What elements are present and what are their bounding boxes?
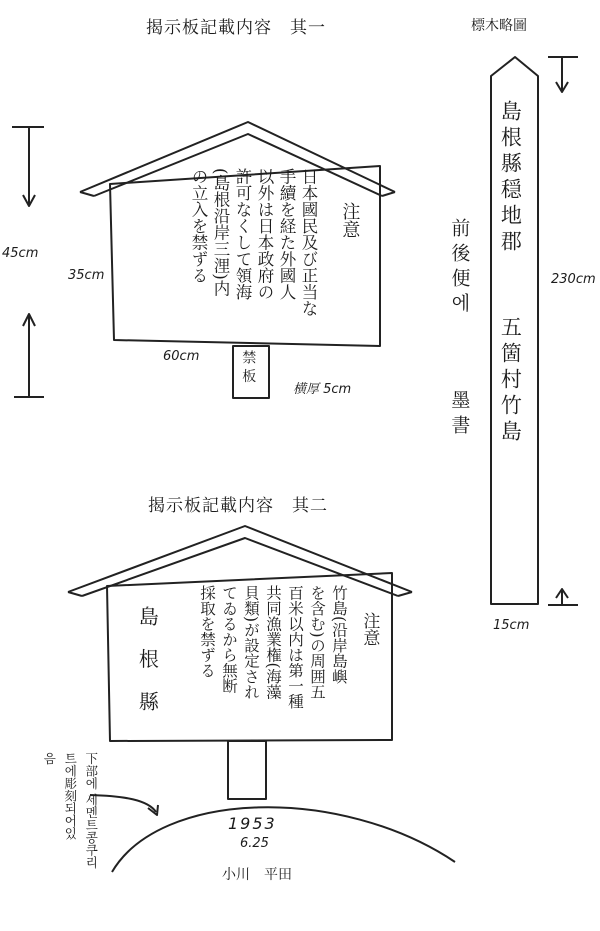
board2-korean-note-col3: 음 (41, 752, 57, 765)
marker-side-note-col2: 墨書 (448, 390, 471, 440)
board2-line: 貝類)が設定され (242, 585, 260, 700)
board2-line: 共同漁業権(海藻 (264, 585, 282, 700)
board2-date-month-day: 6.25 (240, 836, 269, 851)
board1-line: 以外は日本政府の (255, 168, 274, 300)
board1-notice-text (187, 168, 319, 317)
board1-post-label: 禁 板 (240, 350, 257, 383)
board2-line: 百米以内は第一種 (286, 585, 304, 709)
board1-dim-total-height: 45cm (2, 246, 39, 261)
board1-line: 許可なくして領海 (233, 168, 252, 300)
board2-line: 竹島(沿岸島嶼 (330, 585, 348, 685)
board2-line: を含む)の周囲五 (308, 585, 326, 700)
board1-heading: 揭示板記載内容 其一 (146, 18, 326, 38)
board2-korean-note-col2: 트에彫刻되어있 (62, 752, 78, 840)
board2-korean-note-col1: 下部에 세멘트콩쿠리 (83, 752, 99, 869)
board1-eave-left (80, 192, 94, 196)
board2-eave-right (398, 592, 412, 596)
marker-heading: 標木略圖 (471, 18, 527, 34)
board1-line: 手續を経た外國人 (277, 168, 296, 300)
board1-dim-board-height: 35cm (68, 268, 105, 283)
marker-dim-width: 15cm (493, 618, 530, 633)
board2-signature: 島 根 縣 (135, 606, 160, 719)
board1-dim-thickness: 横厚 5cm (293, 382, 352, 397)
board2-line: てゐるから無断 (220, 585, 238, 694)
marker-text-col2: 五箇村竹島 (498, 316, 523, 446)
note-arrow (90, 795, 156, 812)
mound-outline (112, 807, 455, 872)
marker-text-col1: 島根縣穏地郡 (498, 100, 523, 256)
board2-post (228, 741, 266, 799)
board2-line: 採取を禁ずる (198, 585, 216, 678)
board1-line: (島根沿岸三浬)内 (211, 168, 230, 297)
board1-line: 日本國民及び正当な (299, 168, 318, 317)
board2-caution-label: 注意 (359, 612, 380, 646)
board2-notice-text (196, 585, 350, 709)
marker-dim-height: 230cm (551, 272, 596, 287)
board1-caution-label: 注意 (339, 202, 361, 238)
board2-date-year: 1953 (228, 814, 277, 833)
board2-heading: 揭示板記載内容 其二 (148, 496, 328, 516)
board2-names: 小川 平田 (222, 867, 292, 883)
board1-line: の立入を禁ずる (189, 168, 208, 284)
board1-dim-width: 60cm (163, 349, 200, 364)
marker-side-note-col1: 前後便에 (448, 218, 471, 318)
board1-eave-right (382, 192, 395, 196)
board2-eave-left (68, 592, 82, 596)
